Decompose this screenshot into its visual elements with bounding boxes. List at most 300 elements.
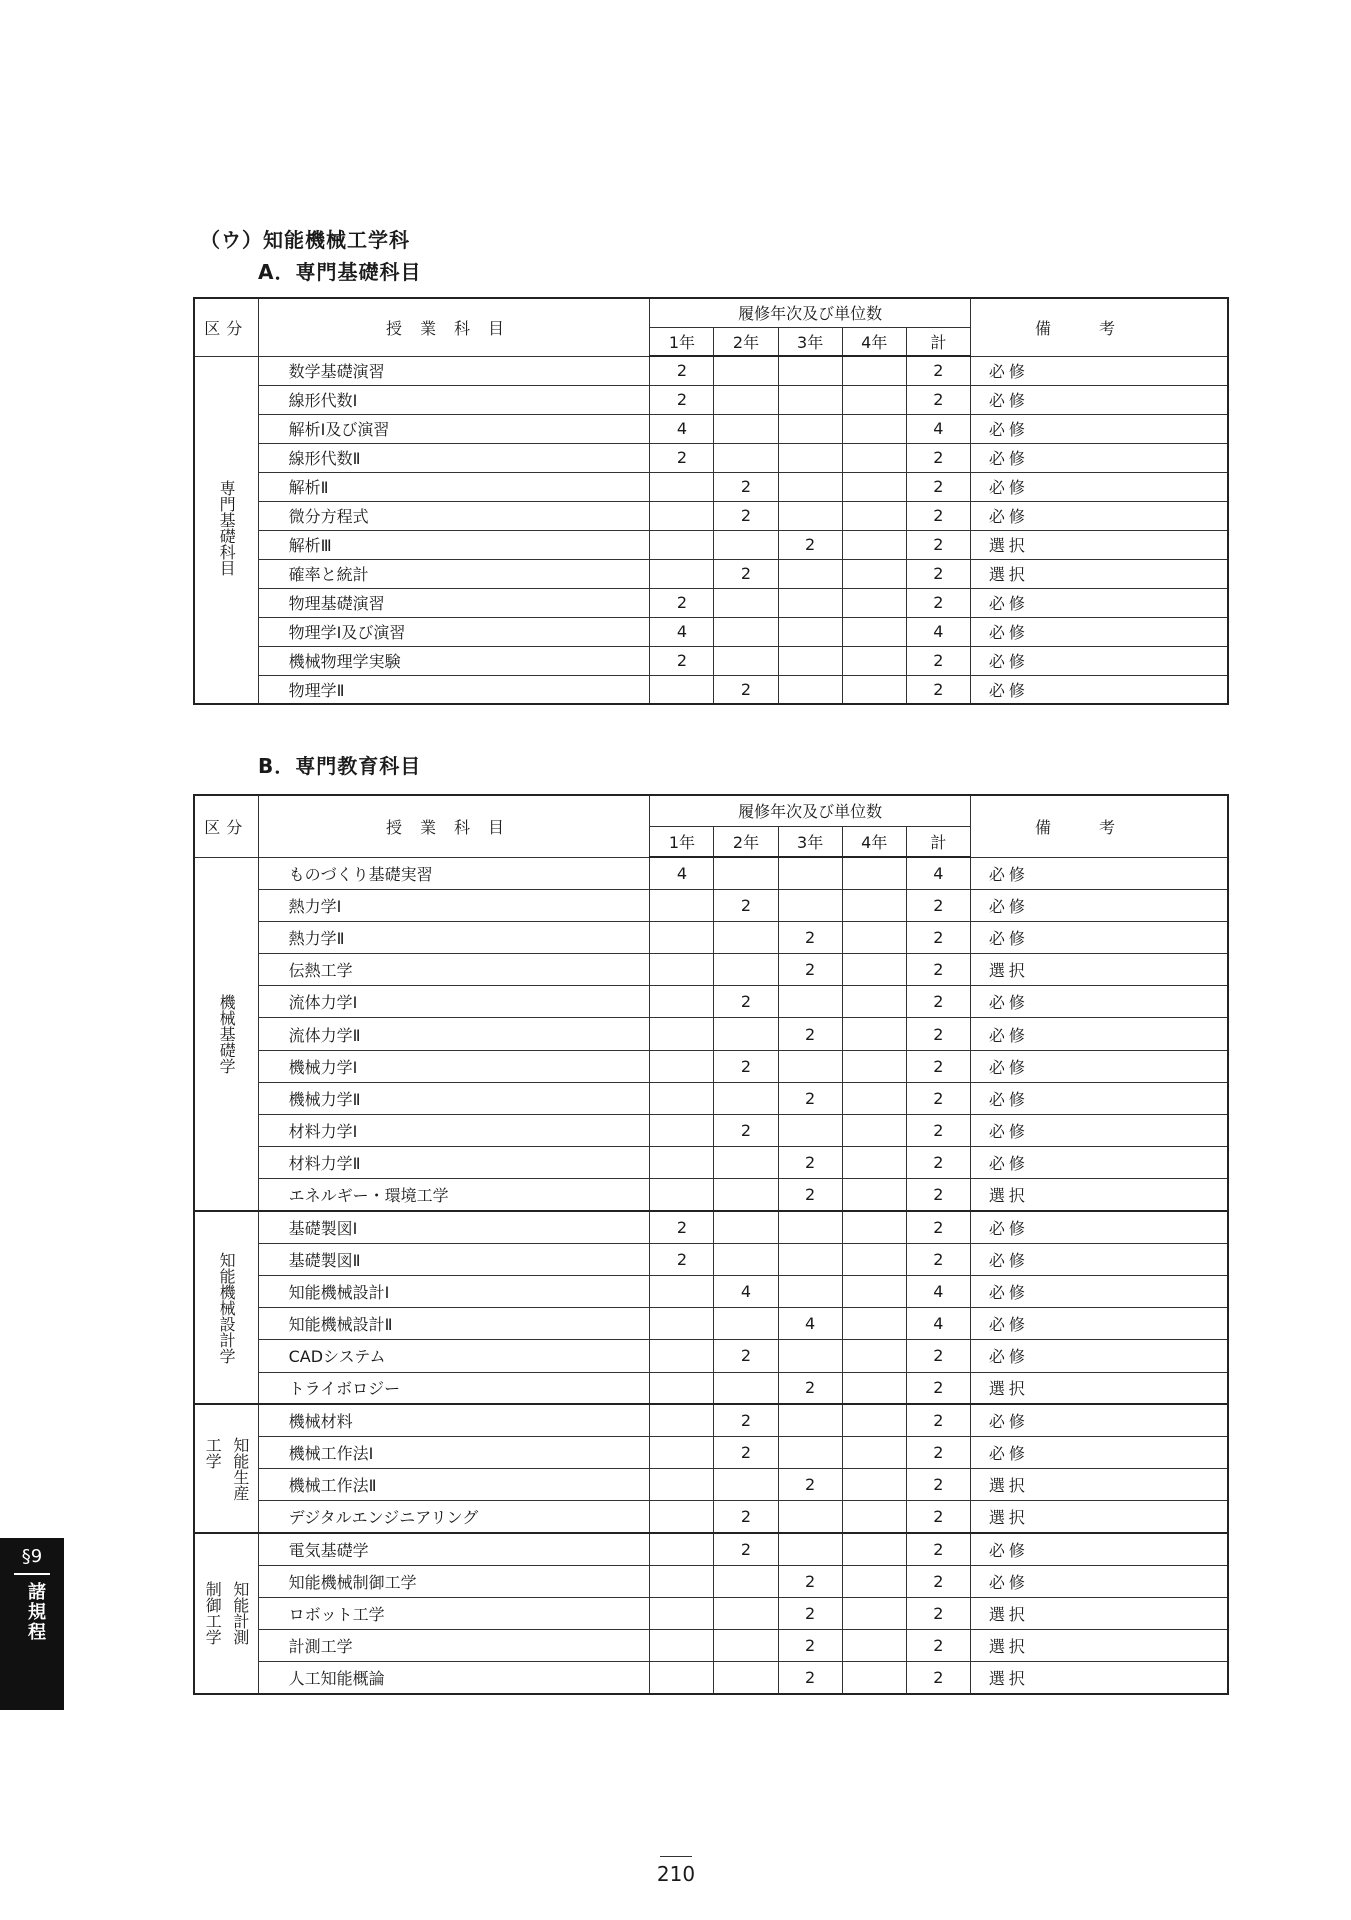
y1-cell: 4 — [650, 857, 714, 889]
y4-cell — [842, 1050, 906, 1082]
y2-cell: 2 — [714, 1436, 778, 1468]
table-row — [194, 889, 1228, 921]
remarks-header: 備考 — [970, 795, 1228, 857]
side-tab-label: 諸規程 — [25, 1582, 46, 1642]
y1-cell — [650, 675, 714, 704]
year1-header: 1年 — [650, 826, 714, 857]
table-row — [194, 1662, 1228, 1694]
y3-cell — [778, 501, 842, 530]
category-cell — [194, 1533, 258, 1694]
y1-cell: 2 — [650, 588, 714, 617]
y4-cell — [842, 501, 906, 530]
y1-cell: 2 — [650, 646, 714, 675]
total-cell: 4 — [906, 1275, 970, 1307]
remark-cell: 必修 — [970, 414, 1228, 443]
y1-cell — [650, 1179, 714, 1211]
remark-cell: 必修 — [970, 1565, 1228, 1597]
y1-cell — [650, 1018, 714, 1050]
subject-cell: トライボロジー — [258, 1372, 650, 1404]
y1-cell — [650, 559, 714, 588]
total-cell: 2 — [906, 889, 970, 921]
table-row — [194, 443, 1228, 472]
y4-cell — [842, 1662, 906, 1694]
subject-cell: 流体力学Ⅱ — [258, 1018, 650, 1050]
table-row — [194, 1050, 1228, 1082]
year3-header: 3年 — [778, 826, 842, 857]
y2-cell — [714, 530, 778, 559]
remark-cell: 必修 — [970, 857, 1228, 889]
total-cell: 2 — [906, 1243, 970, 1275]
y4-cell — [842, 385, 906, 414]
table-row — [194, 588, 1228, 617]
y4-cell — [842, 1565, 906, 1597]
table-row — [194, 1597, 1228, 1629]
total-header: 計 — [906, 327, 970, 356]
category-text: 知能生産 — [230, 1436, 250, 1501]
y3-cell: 2 — [778, 1630, 842, 1662]
y4-cell — [842, 889, 906, 921]
side-tab-divider — [14, 1573, 50, 1575]
table-row — [194, 385, 1228, 414]
table-row — [194, 1340, 1228, 1372]
y4-cell — [842, 1082, 906, 1114]
table-row — [194, 857, 1228, 889]
subject-header — [258, 795, 650, 857]
y1-cell — [650, 1501, 714, 1533]
table-a-header — [194, 298, 1228, 356]
y4-cell — [842, 1436, 906, 1468]
total-cell: 2 — [906, 1340, 970, 1372]
remark-cell: 選択 — [970, 1630, 1228, 1662]
total-cell: 2 — [906, 675, 970, 704]
y3-cell — [778, 588, 842, 617]
y1-cell: 2 — [650, 443, 714, 472]
y2-cell — [714, 588, 778, 617]
y2-cell: 2 — [714, 986, 778, 1018]
y3-cell: 2 — [778, 1662, 842, 1694]
y4-cell — [842, 1275, 906, 1307]
y2-cell — [714, 921, 778, 953]
y2-cell — [714, 443, 778, 472]
table-b-header — [194, 795, 1228, 857]
y3-cell: 2 — [778, 1469, 842, 1501]
table-row — [194, 356, 1228, 385]
total-cell: 2 — [906, 1565, 970, 1597]
y2-cell: 2 — [714, 501, 778, 530]
y1-cell — [650, 1565, 714, 1597]
subject-cell: 機械力学Ⅱ — [258, 1082, 650, 1114]
remark-cell: 必修 — [970, 921, 1228, 953]
year4-header: 4年 — [842, 826, 906, 857]
y3-cell — [778, 646, 842, 675]
year2-header: 2年 — [714, 327, 778, 356]
total-cell: 2 — [906, 1018, 970, 1050]
category-label — [195, 1252, 258, 1364]
year2-header: 2年 — [714, 826, 778, 857]
y1-cell: 2 — [650, 1243, 714, 1275]
y1-cell — [650, 1050, 714, 1082]
y3-cell: 2 — [778, 1179, 842, 1211]
subject-cell: ものづくり基礎実習 — [258, 857, 650, 889]
y2-cell — [714, 857, 778, 889]
remark-cell: 必修 — [970, 1115, 1228, 1147]
table-row — [194, 986, 1228, 1018]
total-cell: 4 — [906, 1308, 970, 1340]
total-cell: 2 — [906, 1501, 970, 1533]
remark-cell: 必修 — [970, 443, 1228, 472]
total-cell: 2 — [906, 588, 970, 617]
y3-cell — [778, 889, 842, 921]
category-text: 専門基礎科目 — [217, 479, 237, 576]
total-cell: 2 — [906, 385, 970, 414]
total-cell: 4 — [906, 617, 970, 646]
y4-cell — [842, 1340, 906, 1372]
remark-cell: 必修 — [970, 1340, 1228, 1372]
y1-cell — [650, 1372, 714, 1404]
y2-cell — [714, 1082, 778, 1114]
subject-cell: 知能機械設計Ⅱ — [258, 1308, 650, 1340]
subject-cell: 解析Ⅲ — [258, 530, 650, 559]
table-row — [194, 1211, 1228, 1243]
remark-cell: 選択 — [970, 1179, 1228, 1211]
y1-cell — [650, 1340, 714, 1372]
total-header: 計 — [906, 826, 970, 857]
subject-cell: 機械材料 — [258, 1404, 650, 1436]
category-label — [195, 1437, 258, 1501]
y3-cell: 2 — [778, 1565, 842, 1597]
y2-cell — [714, 1565, 778, 1597]
subject-cell: 物理学Ⅰ及び演習 — [258, 617, 650, 646]
y2-cell — [714, 1630, 778, 1662]
table-row — [194, 414, 1228, 443]
table-row — [194, 501, 1228, 530]
subject-cell: 知能機械制御工学 — [258, 1565, 650, 1597]
y2-cell: 2 — [714, 1340, 778, 1372]
remark-cell: 必修 — [970, 1404, 1228, 1436]
category-label — [195, 1581, 258, 1645]
y4-cell — [842, 472, 906, 501]
page-number-rule — [660, 1856, 692, 1857]
section-a-title: A．専門基礎科目 — [258, 260, 422, 284]
subject-cell: 材料力学Ⅰ — [258, 1115, 650, 1147]
remark-cell: 選択 — [970, 1469, 1228, 1501]
total-cell: 2 — [906, 1597, 970, 1629]
remark-cell: 選択 — [970, 530, 1228, 559]
y1-cell — [650, 889, 714, 921]
remark-cell: 選択 — [970, 1501, 1228, 1533]
y1-cell: 4 — [650, 414, 714, 443]
y1-cell — [650, 954, 714, 986]
y3-cell — [778, 1275, 842, 1307]
y1-cell — [650, 530, 714, 559]
y3-cell — [778, 443, 842, 472]
subject-cell: 人工知能概論 — [258, 1662, 650, 1694]
subject-cell: 解析Ⅱ — [258, 472, 650, 501]
remark-cell: 必修 — [970, 889, 1228, 921]
category-text: 工学 — [203, 1436, 223, 1469]
table-row — [194, 646, 1228, 675]
y1-cell — [650, 1630, 714, 1662]
y1-cell — [650, 1404, 714, 1436]
y1-cell: 2 — [650, 385, 714, 414]
table-row — [194, 1082, 1228, 1114]
y1-cell: 2 — [650, 1211, 714, 1243]
y3-cell: 2 — [778, 1372, 842, 1404]
table-row — [194, 1308, 1228, 1340]
y3-cell: 2 — [778, 1018, 842, 1050]
specialized-subjects-table — [193, 794, 1229, 1695]
remark-cell: 必修 — [970, 1308, 1228, 1340]
subject-cell: 線形代数Ⅰ — [258, 385, 650, 414]
y3-cell — [778, 857, 842, 889]
y2-cell: 2 — [714, 675, 778, 704]
total-cell: 2 — [906, 1662, 970, 1694]
total-cell: 2 — [906, 1115, 970, 1147]
total-cell: 2 — [906, 356, 970, 385]
y4-cell — [842, 1018, 906, 1050]
y4-cell — [842, 530, 906, 559]
table-row — [194, 472, 1228, 501]
year-group-header: 履修年次及び単位数 — [650, 795, 971, 826]
y3-cell — [778, 414, 842, 443]
remark-cell: 選択 — [970, 559, 1228, 588]
y2-cell — [714, 617, 778, 646]
y2-cell — [714, 954, 778, 986]
y1-cell: 2 — [650, 356, 714, 385]
category-label — [195, 994, 258, 1074]
y3-cell: 2 — [778, 1597, 842, 1629]
y3-cell — [778, 675, 842, 704]
y4-cell — [842, 675, 906, 704]
table-row — [194, 617, 1228, 646]
total-cell: 2 — [906, 501, 970, 530]
total-cell: 2 — [906, 1179, 970, 1211]
subject-cell: 計測工学 — [258, 1630, 650, 1662]
subject-cell: 線形代数Ⅱ — [258, 443, 650, 472]
total-cell: 2 — [906, 1050, 970, 1082]
year1-header: 1年 — [650, 327, 714, 356]
remark-cell: 必修 — [970, 646, 1228, 675]
total-cell: 2 — [906, 1436, 970, 1468]
y3-cell: 2 — [778, 1082, 842, 1114]
y4-cell — [842, 646, 906, 675]
table-row — [194, 1469, 1228, 1501]
y4-cell — [842, 1469, 906, 1501]
table-row — [194, 1501, 1228, 1533]
y2-cell: 2 — [714, 472, 778, 501]
total-cell: 2 — [906, 530, 970, 559]
y2-cell — [714, 1308, 778, 1340]
y1-cell — [650, 1469, 714, 1501]
remark-cell: 必修 — [970, 472, 1228, 501]
y2-cell — [714, 1147, 778, 1179]
category-text: 機械基礎学 — [217, 993, 237, 1074]
y2-cell: 2 — [714, 1050, 778, 1082]
table-row — [194, 954, 1228, 986]
total-cell: 2 — [906, 646, 970, 675]
y2-cell — [714, 1018, 778, 1050]
table-row — [194, 559, 1228, 588]
remark-cell: 必修 — [970, 1275, 1228, 1307]
y2-cell — [714, 1243, 778, 1275]
y2-cell: 2 — [714, 889, 778, 921]
category-header: 区分 — [194, 298, 258, 356]
y2-cell — [714, 1179, 778, 1211]
y2-cell: 2 — [714, 1404, 778, 1436]
remark-cell: 必修 — [970, 1243, 1228, 1275]
subject-cell: 熱力学Ⅰ — [258, 889, 650, 921]
y3-cell — [778, 356, 842, 385]
y3-cell — [778, 617, 842, 646]
y1-cell — [650, 1147, 714, 1179]
y2-cell: 2 — [714, 1115, 778, 1147]
subject-cell: 知能機械設計Ⅰ — [258, 1275, 650, 1307]
y1-cell — [650, 1662, 714, 1694]
table-b-body — [194, 857, 1228, 1694]
table-row — [194, 1147, 1228, 1179]
table-row — [194, 921, 1228, 953]
y3-cell — [778, 1404, 842, 1436]
table-row — [194, 675, 1228, 704]
y1-cell — [650, 986, 714, 1018]
category-cell — [194, 1211, 258, 1404]
y4-cell — [842, 1243, 906, 1275]
total-cell: 4 — [906, 414, 970, 443]
total-cell: 2 — [906, 1372, 970, 1404]
subject-header — [258, 298, 650, 356]
y1-cell — [650, 472, 714, 501]
table-row — [194, 1565, 1228, 1597]
category-cell — [194, 356, 258, 704]
category-text: 知能機械設計学 — [217, 1251, 237, 1364]
table-row — [194, 1436, 1228, 1468]
year-group-header: 履修年次及び単位数 — [650, 298, 971, 327]
subject-cell: 伝熱工学 — [258, 954, 650, 986]
y4-cell — [842, 1630, 906, 1662]
subject-cell: 解析Ⅰ及び演習 — [258, 414, 650, 443]
y4-cell — [842, 588, 906, 617]
remark-cell: 必修 — [970, 1082, 1228, 1114]
y3-cell — [778, 559, 842, 588]
total-cell: 2 — [906, 443, 970, 472]
remark-cell: 必修 — [970, 1436, 1228, 1468]
subject-cell: ロボット工学 — [258, 1597, 650, 1629]
year4-header: 4年 — [842, 327, 906, 356]
table-row — [194, 1275, 1228, 1307]
y3-cell — [778, 1050, 842, 1082]
total-cell: 2 — [906, 986, 970, 1018]
y3-cell — [778, 1436, 842, 1468]
y1-cell — [650, 1082, 714, 1114]
subject-cell: デジタルエンジニアリング — [258, 1501, 650, 1533]
y2-cell — [714, 356, 778, 385]
remark-cell: 必修 — [970, 617, 1228, 646]
table-a-body — [194, 356, 1228, 704]
subject-cell: 確率と統計 — [258, 559, 650, 588]
remark-cell: 必修 — [970, 1211, 1228, 1243]
total-cell: 2 — [906, 1469, 970, 1501]
y4-cell — [842, 617, 906, 646]
y1-cell — [650, 1308, 714, 1340]
y2-cell — [714, 646, 778, 675]
category-text: 知能計測 — [230, 1581, 250, 1646]
y3-cell — [778, 1501, 842, 1533]
remark-cell: 必修 — [970, 385, 1228, 414]
remark-cell: 必修 — [970, 1147, 1228, 1179]
y3-cell: 2 — [778, 1147, 842, 1179]
y4-cell — [842, 1115, 906, 1147]
subject-cell: 機械力学Ⅰ — [258, 1050, 650, 1082]
y2-cell — [714, 1469, 778, 1501]
total-cell: 2 — [906, 1630, 970, 1662]
y1-cell — [650, 1436, 714, 1468]
y1-cell — [650, 1275, 714, 1307]
remark-cell: 選択 — [970, 1662, 1228, 1694]
remark-cell: 必修 — [970, 675, 1228, 704]
subject-cell: 微分方程式 — [258, 501, 650, 530]
subject-cell: 物理学Ⅱ — [258, 675, 650, 704]
total-cell: 2 — [906, 954, 970, 986]
y2-cell: 2 — [714, 1501, 778, 1533]
year3-header: 3年 — [778, 327, 842, 356]
y1-cell — [650, 1115, 714, 1147]
section-b-title: B．専門教育科目 — [258, 754, 422, 778]
category-cell — [194, 857, 258, 1211]
table-row — [194, 1018, 1228, 1050]
y4-cell — [842, 1501, 906, 1533]
y4-cell — [842, 1179, 906, 1211]
y2-cell — [714, 1597, 778, 1629]
subject-cell: エネルギー・環境工学 — [258, 1179, 650, 1211]
table-row — [194, 1243, 1228, 1275]
y3-cell — [778, 385, 842, 414]
subject-cell: 基礎製図Ⅰ — [258, 1211, 650, 1243]
y3-cell: 4 — [778, 1308, 842, 1340]
remark-cell: 必修 — [970, 1050, 1228, 1082]
table-row — [194, 1115, 1228, 1147]
y4-cell — [842, 356, 906, 385]
y4-cell — [842, 443, 906, 472]
total-cell: 2 — [906, 921, 970, 953]
y1-cell — [650, 1533, 714, 1565]
side-tab-section: §9 — [21, 1546, 43, 1567]
department-title: （ウ）知能機械工学科 — [200, 228, 410, 252]
subject-cell: 機械工作法Ⅰ — [258, 1436, 650, 1468]
y2-cell — [714, 1211, 778, 1243]
y2-cell — [714, 1372, 778, 1404]
subject-header-text: 授業科目 — [385, 318, 522, 338]
y4-cell — [842, 1211, 906, 1243]
remark-cell: 選択 — [970, 1597, 1228, 1629]
remark-cell: 必修 — [970, 1533, 1228, 1565]
subject-cell: 物理基礎演習 — [258, 588, 650, 617]
y4-cell — [842, 1372, 906, 1404]
subject-cell: 流体力学Ⅰ — [258, 986, 650, 1018]
remark-cell: 必修 — [970, 986, 1228, 1018]
y3-cell — [778, 1115, 842, 1147]
y1-cell: 4 — [650, 617, 714, 646]
subject-header-text: 授業科目 — [385, 817, 522, 837]
subject-cell: 材料力学Ⅱ — [258, 1147, 650, 1179]
y3-cell — [778, 1533, 842, 1565]
remark-cell: 選択 — [970, 1372, 1228, 1404]
remark-cell: 必修 — [970, 501, 1228, 530]
category-header: 区分 — [194, 795, 258, 857]
basic-subjects-table — [193, 297, 1229, 705]
y3-cell — [778, 472, 842, 501]
y3-cell: 2 — [778, 954, 842, 986]
y4-cell — [842, 1533, 906, 1565]
